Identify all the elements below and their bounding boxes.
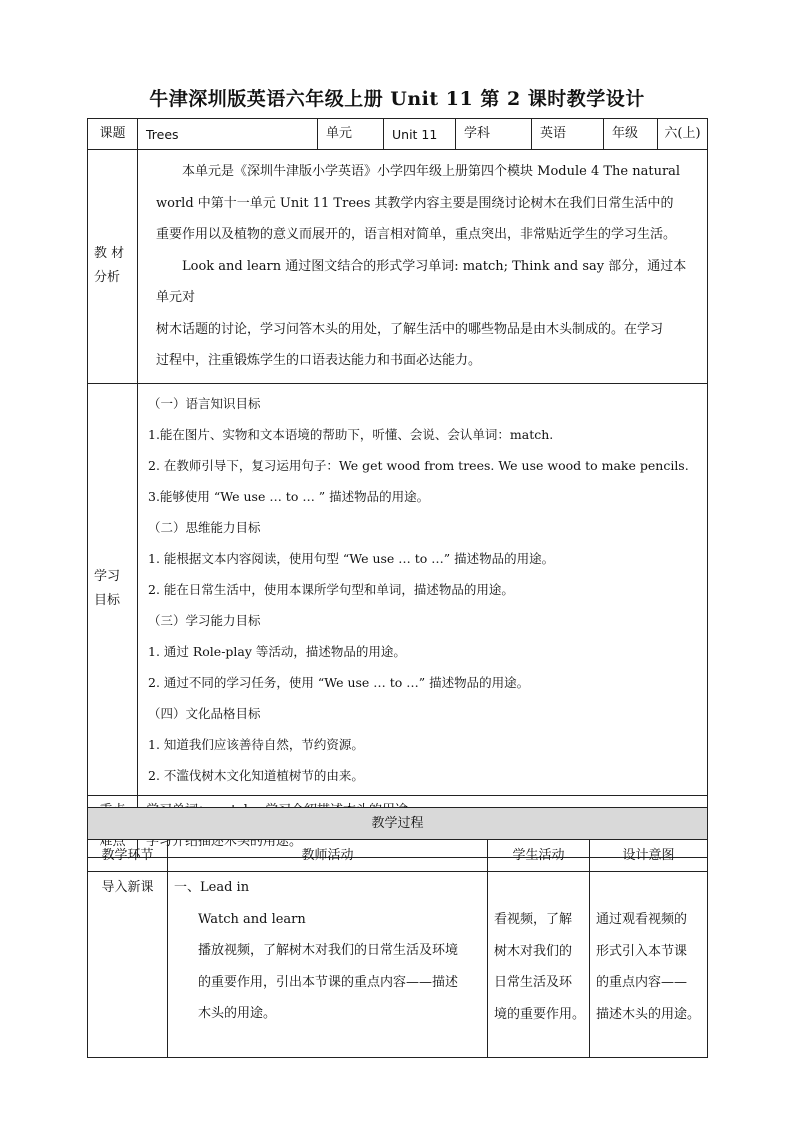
goal-line: 2. 通过不同的学习任务，使用 “We use … to …” 描述物品的用途。: [148, 674, 530, 690]
material-line: 本单元是《深圳牛津版小学英语》小学四年级上册第四个模块 Module 4 The natural: [182, 164, 681, 179]
stage-cell: 导入新课: [88, 872, 168, 1058]
material-line: 过程中，注重锻炼学生的口语表达能力和书面必达能力。: [156, 353, 482, 368]
teacher-line: 播放视频，了解树木对我们的日常生活及环境: [198, 943, 459, 958]
student-line: 日常生活及环: [494, 975, 573, 990]
material-line: Look and learn 通过图文结合的形式学习单词: match; Think and say 部分，通过本单元对: [156, 258, 687, 305]
goal-line: （二）思维能力目标: [148, 519, 261, 535]
learning-goals-text: [138, 383, 708, 795]
goal-line: 1. 知道我们应该善待自然，节约资源。: [148, 736, 364, 752]
intent-line: 描述木头的用途。: [596, 1006, 701, 1022]
goal-line: 2. 能在日常生活中，使用本课所学句型和单词，描述物品的用途。: [148, 581, 514, 597]
document-title: 牛津深圳版英语六年级上册 Unit 11 第 2 课时教学设计: [149, 88, 645, 110]
unit-value: Unit 11: [384, 119, 456, 150]
header-row: [88, 119, 708, 150]
goal-line: 2. 在教师引导下，复习运用句子：We get wood from trees. We use wood to make pencils.: [148, 457, 689, 473]
material-line: 重要作用以及植物的意义而展开的，语言相对简单，重点突出，非常贴近学生的学习生活。: [156, 227, 677, 242]
teacher-activity-cell: [168, 872, 488, 1058]
material-analysis-label: [88, 150, 138, 384]
learning-goals-row: [88, 383, 708, 795]
unit-label: 单元: [318, 119, 384, 150]
process-section-title: 教学过程: [88, 808, 708, 840]
process-row: [88, 872, 708, 1058]
material-line: world 中第十一单元 Unit 11 Trees 其教学内容主要是围绕讨论树木在我们日常生活中的: [156, 195, 674, 211]
header-design-intent: 设计意图: [590, 840, 708, 872]
material-analysis-text: [138, 150, 708, 384]
header-student-activity: 学生活动: [488, 840, 590, 872]
key-point-value: 学习单词：match，学习介绍描述木头的用途。: [138, 795, 708, 826]
intent-line: 形式引入本节课: [596, 943, 688, 959]
intent-line: 通过观看视频的: [596, 912, 688, 927]
material-analysis-row: [88, 150, 708, 384]
grade-label: 年级: [604, 119, 658, 150]
goals-label-line1: 学习: [94, 569, 121, 584]
material-line: 树木话题的讨论，学习问答木头的用处，了解生活中的哪些物品是由木头制成的。在学习: [156, 321, 664, 337]
goal-line: 2. 不滥伐树木文化知道植树节的由来。: [148, 767, 364, 783]
subject-label: 学科: [456, 119, 532, 150]
difficulty-label: 难点: [88, 826, 138, 857]
student-line: 境的重要作用。: [494, 1006, 586, 1022]
teacher-line: 木头的用途。: [198, 1006, 277, 1021]
lesson-info-table: [87, 118, 708, 858]
goals-label-line2: 目标: [94, 593, 121, 608]
process-section-row: [88, 808, 708, 840]
goal-line: 1.能在图片、实物和文本语境的帮助下，听懂、会说、会认单词：match.: [148, 426, 554, 442]
header-stage: 教学环节: [88, 840, 168, 872]
student-line: 看视频，了解: [494, 912, 573, 927]
goal-line: 1. 能根据文本内容阅读，使用句型 “We use … to …” 描述物品的用途。: [148, 550, 555, 566]
learning-goals-label: [88, 383, 138, 795]
goal-line: （四）文化品格目标: [148, 705, 261, 721]
material-label-line2: 分析: [94, 270, 121, 286]
goal-line: （一）语言知识目标: [148, 395, 261, 411]
design-intent-cell: [590, 872, 708, 1058]
goal-line: 3.能够使用 “We use … to … ” 描述物品的用途。: [148, 488, 430, 504]
material-label-line1: 教 材: [94, 246, 125, 262]
teacher-line: 的重要作用，引出本节课的重点内容——描述: [198, 974, 459, 990]
header-teacher-activity: 教师活动: [168, 840, 488, 872]
student-activity-cell: [488, 872, 590, 1058]
difficulty-value: 学习介绍描述木头的用途。: [138, 826, 708, 857]
goal-line: 1. 通过 Role-play 等活动，描述物品的用途。: [148, 643, 406, 659]
key-point-label: 重点: [88, 795, 138, 826]
topic-value: Trees: [138, 119, 318, 150]
teaching-process-table: [87, 807, 708, 1058]
grade-value: 六(上): [658, 119, 708, 150]
student-line: 树木对我们的: [494, 943, 573, 959]
intent-line: 的重点内容——: [596, 975, 688, 990]
process-header-row: [88, 840, 708, 872]
goal-line: （三）学习能力目标: [148, 612, 261, 628]
teacher-line: 一、Lead in: [174, 880, 250, 895]
topic-label: 课题: [88, 119, 138, 150]
teacher-line: Watch and learn: [198, 911, 306, 927]
subject-value: 英语: [532, 119, 604, 150]
